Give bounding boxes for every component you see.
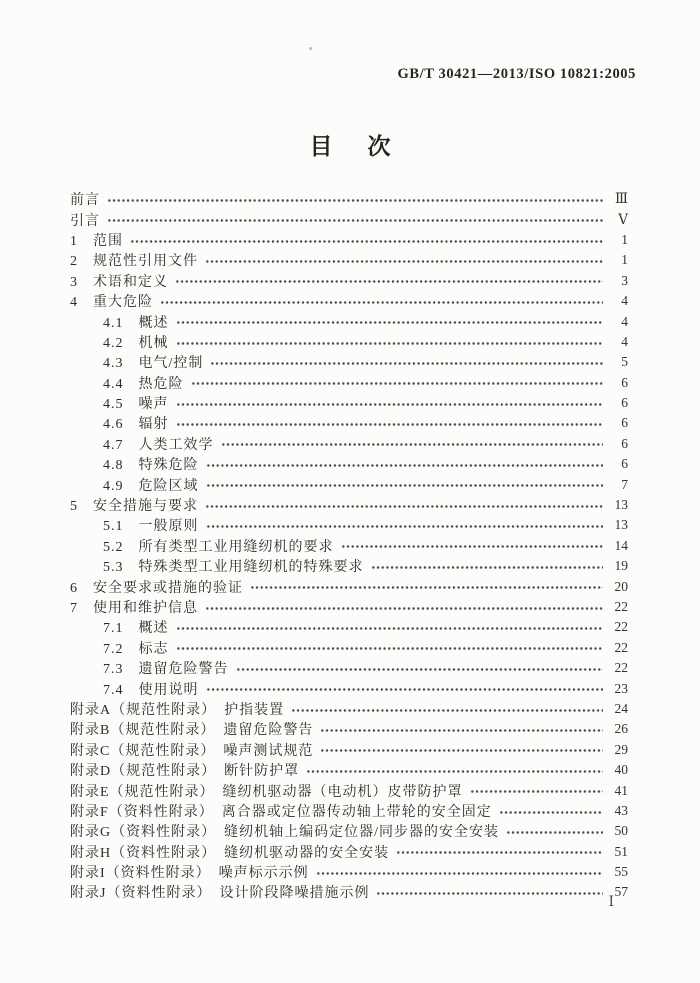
toc-entry-label: 4.9 危险区域 bbox=[103, 478, 199, 494]
toc-entry-label: 7.2 标志 bbox=[103, 641, 169, 657]
toc-entry-page: 20 bbox=[614, 578, 628, 594]
dot-leader bbox=[160, 291, 603, 311]
toc-entry-label: 附录H（资料性附录） 缝纫机驱动器的安全安装 bbox=[70, 845, 390, 861]
toc-entry-page: 14 bbox=[614, 537, 628, 553]
dot-leader bbox=[191, 373, 604, 393]
toc-entry-label: 5.2 所有类型工业用缝纫机的要求 bbox=[103, 539, 334, 555]
toc-row bbox=[70, 842, 628, 862]
toc-entry-label: 4.7 人类工效学 bbox=[103, 437, 214, 453]
toc-entry-label: 7 使用和维护信息 bbox=[70, 601, 198, 616]
toc-entry-label: 附录G（资料性附录） 缝纫机轴上编码定位器/同步器的安全安装 bbox=[70, 825, 499, 841]
toc-entry-page: 3 bbox=[621, 272, 628, 288]
toc-row bbox=[70, 862, 628, 882]
dot-leader bbox=[499, 801, 603, 821]
dot-leader bbox=[320, 740, 603, 760]
toc-entry-page: 22 bbox=[614, 599, 628, 614]
dot-leader bbox=[236, 658, 604, 678]
toc-entry-page: Ⅲ bbox=[614, 191, 628, 207]
toc-entry-page: 51 bbox=[614, 843, 628, 859]
toc-entry-page: Ⅴ bbox=[618, 211, 628, 227]
toc-row bbox=[70, 250, 628, 270]
toc-row bbox=[70, 413, 628, 433]
dot-leader bbox=[130, 230, 603, 250]
dot-leader bbox=[205, 597, 603, 617]
dot-leader bbox=[176, 393, 604, 413]
toc-entry-label: 2 规范性引用文件 bbox=[70, 254, 198, 270]
toc-entry-label: 前言 bbox=[70, 193, 100, 209]
dot-leader bbox=[396, 842, 603, 862]
dot-leader bbox=[470, 780, 603, 800]
toc-entry-label: 5.1 一般原则 bbox=[103, 519, 199, 535]
toc-entry-page: 4 bbox=[621, 313, 628, 329]
toc-entry-label: 附录A（规范性附录） 护指装置 bbox=[70, 702, 285, 718]
dot-leader bbox=[376, 882, 603, 902]
dot-leader bbox=[371, 556, 604, 576]
page-title: 目 次 bbox=[309, 134, 397, 159]
toc-entry-label: 4.8 特殊危险 bbox=[103, 458, 199, 474]
toc-entry-label: 7.3 遗留危险警告 bbox=[103, 662, 229, 678]
toc-entry-page: 4 bbox=[621, 293, 628, 309]
toc-entry-label: 4 重大危险 bbox=[70, 295, 153, 311]
toc-entry-label: 附录J（资料性附录） 设计阶段降噪措施示例 bbox=[70, 886, 370, 902]
toc-entry-page: 43 bbox=[614, 802, 628, 818]
toc-entry-label: 3 术语和定义 bbox=[70, 274, 168, 290]
toc-row bbox=[70, 780, 628, 800]
toc-entry-label: 附录E（规范性附录） 缝纫机驱动器（电动机）皮带防护罩 bbox=[70, 784, 463, 800]
toc-entry-page: 40 bbox=[614, 762, 628, 778]
toc-entry-label: 1 范围 bbox=[70, 233, 123, 249]
dot-leader bbox=[175, 271, 603, 291]
dot-leader bbox=[506, 821, 603, 841]
dot-leader bbox=[206, 474, 604, 494]
dot-leader bbox=[320, 719, 603, 739]
dot-leader bbox=[291, 699, 603, 719]
toc-row bbox=[70, 801, 628, 821]
toc-entry-label: 4.4 热危险 bbox=[103, 376, 184, 392]
dot-leader bbox=[316, 862, 603, 882]
toc-row bbox=[70, 678, 628, 698]
toc-entry-label: 附录F（资料性附录） 离合器或定位器传动轴上带轮的安全固定 bbox=[70, 804, 492, 820]
toc-entry-label: 6 安全要求或措施的验证 bbox=[70, 580, 243, 596]
dot-leader bbox=[107, 209, 603, 229]
scan-speck-artifact bbox=[309, 47, 312, 50]
toc-entry-page: 23 bbox=[614, 680, 628, 696]
toc-row bbox=[70, 719, 628, 739]
dot-leader bbox=[205, 495, 603, 515]
toc-entry-label: 4.3 电气/控制 bbox=[103, 356, 204, 372]
dot-leader bbox=[341, 536, 604, 556]
toc-row bbox=[70, 760, 628, 780]
toc-row bbox=[70, 556, 628, 576]
toc-row bbox=[70, 740, 628, 760]
toc-entry-page: 1 bbox=[621, 231, 628, 247]
dot-leader bbox=[206, 454, 604, 474]
footer-page-number: Ⅰ bbox=[608, 895, 614, 910]
toc-entry-label: 引言 bbox=[70, 213, 100, 229]
toc-entry-page: 13 bbox=[614, 497, 628, 513]
toc-entry-label: 4.6 辐射 bbox=[103, 417, 169, 433]
toc-row bbox=[70, 373, 628, 393]
toc-row bbox=[70, 271, 628, 291]
toc-row bbox=[70, 189, 628, 209]
toc-entry-page: 26 bbox=[614, 721, 628, 737]
dot-leader bbox=[176, 638, 604, 658]
toc-entry-label: 4.1 概述 bbox=[103, 315, 169, 331]
toc-row bbox=[70, 454, 628, 474]
toc-entry-page: 22 bbox=[614, 639, 628, 655]
toc-entry-label: 4.5 噪声 bbox=[103, 397, 169, 413]
toc-row bbox=[70, 434, 628, 454]
dot-leader bbox=[206, 678, 604, 698]
toc-entry-page: 6 bbox=[621, 415, 628, 431]
toc-entry-label: 5 安全措施与要求 bbox=[70, 499, 198, 515]
toc-entry-page: 22 bbox=[614, 660, 628, 676]
toc-row bbox=[70, 658, 628, 678]
standard-number: GB/T 30421—2013/ISO 10821:2005 bbox=[397, 66, 636, 82]
toc-row bbox=[70, 536, 628, 556]
toc-entry-page: 57 bbox=[614, 884, 628, 900]
toc-row bbox=[70, 291, 628, 311]
toc-row bbox=[70, 597, 628, 617]
toc-row bbox=[70, 393, 628, 413]
toc-list bbox=[70, 189, 628, 903]
toc-entry-label: 7.4 使用说明 bbox=[103, 682, 199, 698]
dot-leader bbox=[210, 352, 603, 372]
toc-entry-label: 附录C（规范性附录） 噪声测试规范 bbox=[70, 743, 314, 759]
toc-entry-label: 5.3 特殊类型工业用缝纫机的特殊要求 bbox=[103, 560, 364, 576]
toc-row bbox=[70, 699, 628, 719]
toc-entry-page: 55 bbox=[614, 864, 628, 880]
toc-row bbox=[70, 617, 628, 637]
toc-row bbox=[70, 352, 628, 372]
toc-row bbox=[70, 332, 628, 352]
toc-row bbox=[70, 495, 628, 515]
toc-row bbox=[70, 311, 628, 331]
dot-leader bbox=[205, 250, 603, 270]
toc-row bbox=[70, 515, 628, 535]
toc-row bbox=[70, 474, 628, 494]
toc-entry-label: 7.1 概述 bbox=[103, 621, 169, 637]
toc-entry-page: 22 bbox=[614, 619, 628, 635]
dot-leader bbox=[250, 576, 603, 596]
toc-row bbox=[70, 638, 628, 658]
dot-leader bbox=[176, 617, 604, 637]
toc-entry-page: 1 bbox=[621, 252, 628, 268]
toc-entry-label: 附录I（资料性附录） 噪声标示示例 bbox=[70, 866, 309, 882]
toc-entry-page: 6 bbox=[621, 395, 628, 411]
toc-entry-page: 19 bbox=[614, 558, 628, 574]
toc-entry-page: 4 bbox=[621, 333, 628, 349]
dot-leader bbox=[306, 760, 603, 780]
toc-row bbox=[70, 821, 628, 841]
dot-leader bbox=[176, 311, 604, 331]
toc-row bbox=[70, 576, 628, 596]
dot-leader bbox=[221, 434, 604, 454]
toc-entry-label: 附录B（规范性附录） 遗留危险警告 bbox=[70, 723, 314, 739]
toc-entry-page: 7 bbox=[621, 476, 628, 492]
toc-entry-label: 附录D（规范性附录） 断针防护罩 bbox=[70, 764, 300, 780]
toc-entry-page: 41 bbox=[614, 782, 628, 798]
toc-row bbox=[70, 209, 628, 229]
toc-entry-page: 6 bbox=[621, 456, 628, 472]
dot-leader bbox=[206, 515, 604, 535]
toc-entry-label: 4.2 机械 bbox=[103, 335, 169, 351]
toc-entry-page: 50 bbox=[614, 823, 628, 839]
toc-entry-page: 24 bbox=[614, 700, 628, 716]
toc-entry-page: 29 bbox=[614, 741, 628, 757]
dot-leader bbox=[107, 189, 603, 209]
toc-row bbox=[70, 882, 628, 902]
toc-entry-page: 5 bbox=[621, 354, 628, 370]
toc-entry-page: 6 bbox=[621, 374, 628, 390]
dot-leader bbox=[176, 332, 604, 352]
toc-entry-page: 13 bbox=[614, 517, 628, 533]
toc-row bbox=[70, 230, 628, 250]
dot-leader bbox=[176, 413, 604, 433]
toc-entry-page: 6 bbox=[621, 435, 628, 451]
